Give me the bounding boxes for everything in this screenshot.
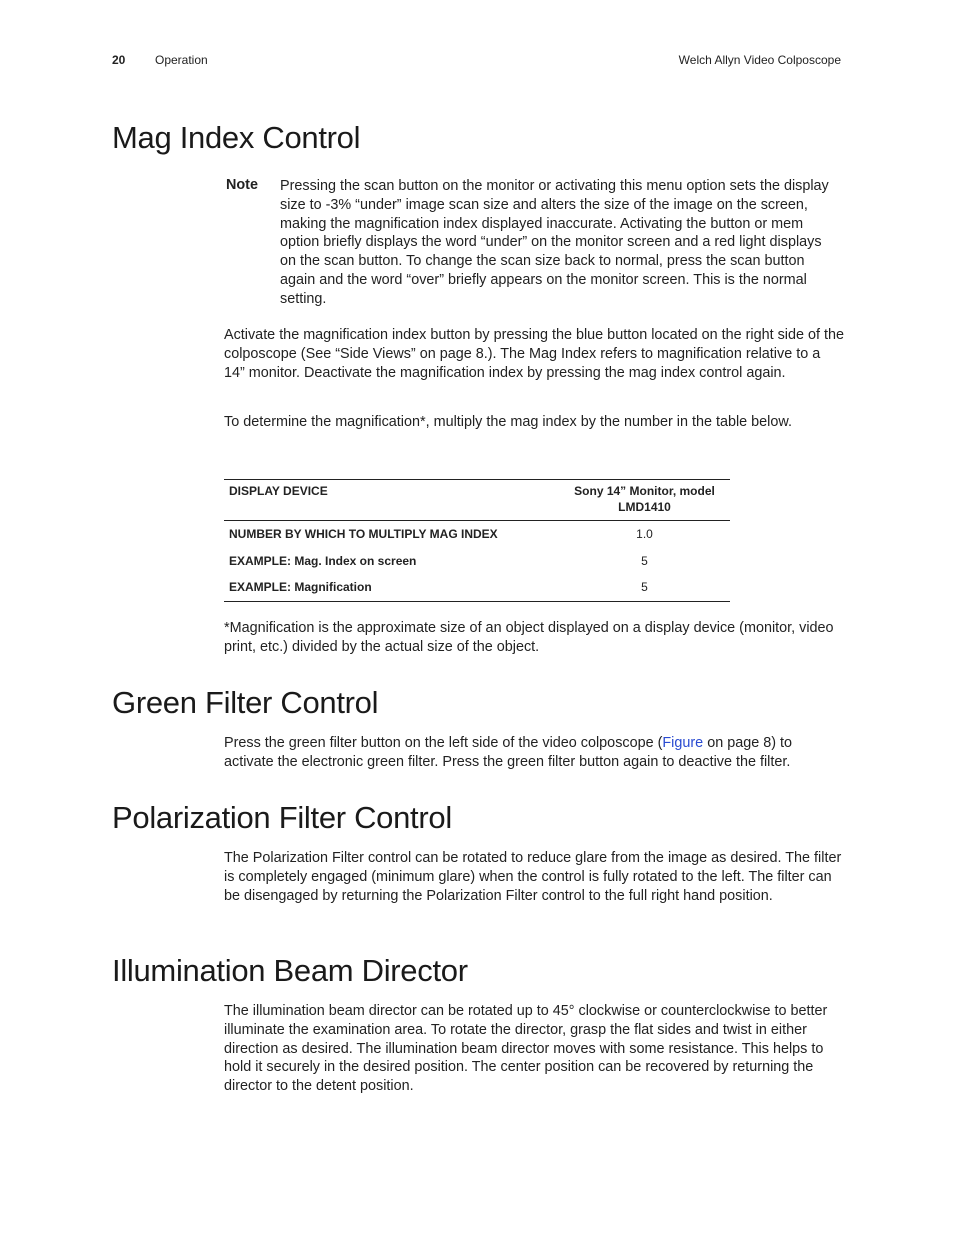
heading-green-filter: Green Filter Control (112, 685, 379, 720)
mag-index-paragraph-1: Activate the magnification index button by pressing the blue button located on the right side of the colposcope (See “Side Views” on page 8.). The Mag Index refers to magnification relative to a 14” monitor. Deactivate the magnification index by pressing the mag index control again. (224, 327, 844, 381)
note-text: Pressing the scan button on the monitor or activating this menu option sets the display size to -3% “under” image scan size and alters the size of the image on the screen, making the magnification index displayed inaccurate. Activating the button or mem option briefly displays the word “under” on the monitor screen and a red light displays on the scan button. To change the scan size back to normal, press the scan button again and the word “over” briefly appears on the monitor screen. This is the normal setting. (280, 178, 829, 307)
green-filter-text-before: Press the green filter button on the left side of the video colposcope ( (224, 735, 663, 751)
table-row-value: 5 (641, 553, 648, 568)
figure-link[interactable]: Figure (662, 735, 708, 751)
green-filter-paragraph (224, 734, 844, 772)
table-row-label: EXAMPLE: Mag. Index on screen (229, 553, 417, 568)
magnification-table (224, 479, 730, 602)
note-label: Note (226, 177, 258, 193)
mag-index-paragraph-2: To determine the magnification*, multiply the mag index by the number in the table below. (224, 414, 792, 430)
table-row-label: NUMBER BY WHICH TO MULTIPLY MAG INDEX (229, 527, 498, 541)
heading-illumination-beam: Illumination Beam Director (112, 953, 468, 988)
polarization-paragraph: The Polarization Filter control can be rotated to reduce glare from the image as desired. The filter is completely engaged (minimum glare) when the control is fully rotated to the left. The filter can be disengaged by returning the Polarization Filter control to the full right hand position. (224, 850, 842, 904)
section-name: Operation (155, 53, 208, 67)
table-header-cell: DISPLAY DEVICE (229, 484, 328, 498)
table-row (224, 574, 730, 601)
table-row-value: 5 (641, 580, 648, 594)
table-header-line: Sony 14” Monitor, model (574, 484, 715, 498)
table-row-label: EXAMPLE: Magnification (229, 580, 372, 594)
table-row (224, 521, 730, 548)
illumination-paragraph: The illumination beam director can be rotated up to 45° clockwise or counterclockwise to better illuminate the examination area. To rotate the director, grasp the flat sides and twist in either direction as desired. The illumination beam director moves with some resistance. This helps to hold it securely in the desired position. The center position can be recovered by returning the director to the detent position. (224, 1003, 828, 1095)
document-title: Welch Allyn Video Colposcope (678, 53, 841, 67)
green-filter-text-after: on page 8) to activate the electronic green filter. Press the green filter button again to deactive the filter. (224, 735, 792, 770)
table-header-row (224, 480, 730, 521)
heading-polarization-filter: Polarization Filter Control (112, 800, 452, 835)
heading-mag-index: Mag Index Control (112, 120, 361, 155)
page-number: 20 (112, 53, 126, 67)
table-header-cell (559, 483, 730, 520)
table-header-line: LMD1410 (618, 500, 671, 514)
magnification-footnote: *Magnification is the approximate size of an object displayed on a display device (monitor, video print, etc.) divided by the actual size of the object. (224, 620, 834, 655)
table-row-value: 1.0 (636, 527, 653, 541)
table-row (224, 548, 730, 575)
